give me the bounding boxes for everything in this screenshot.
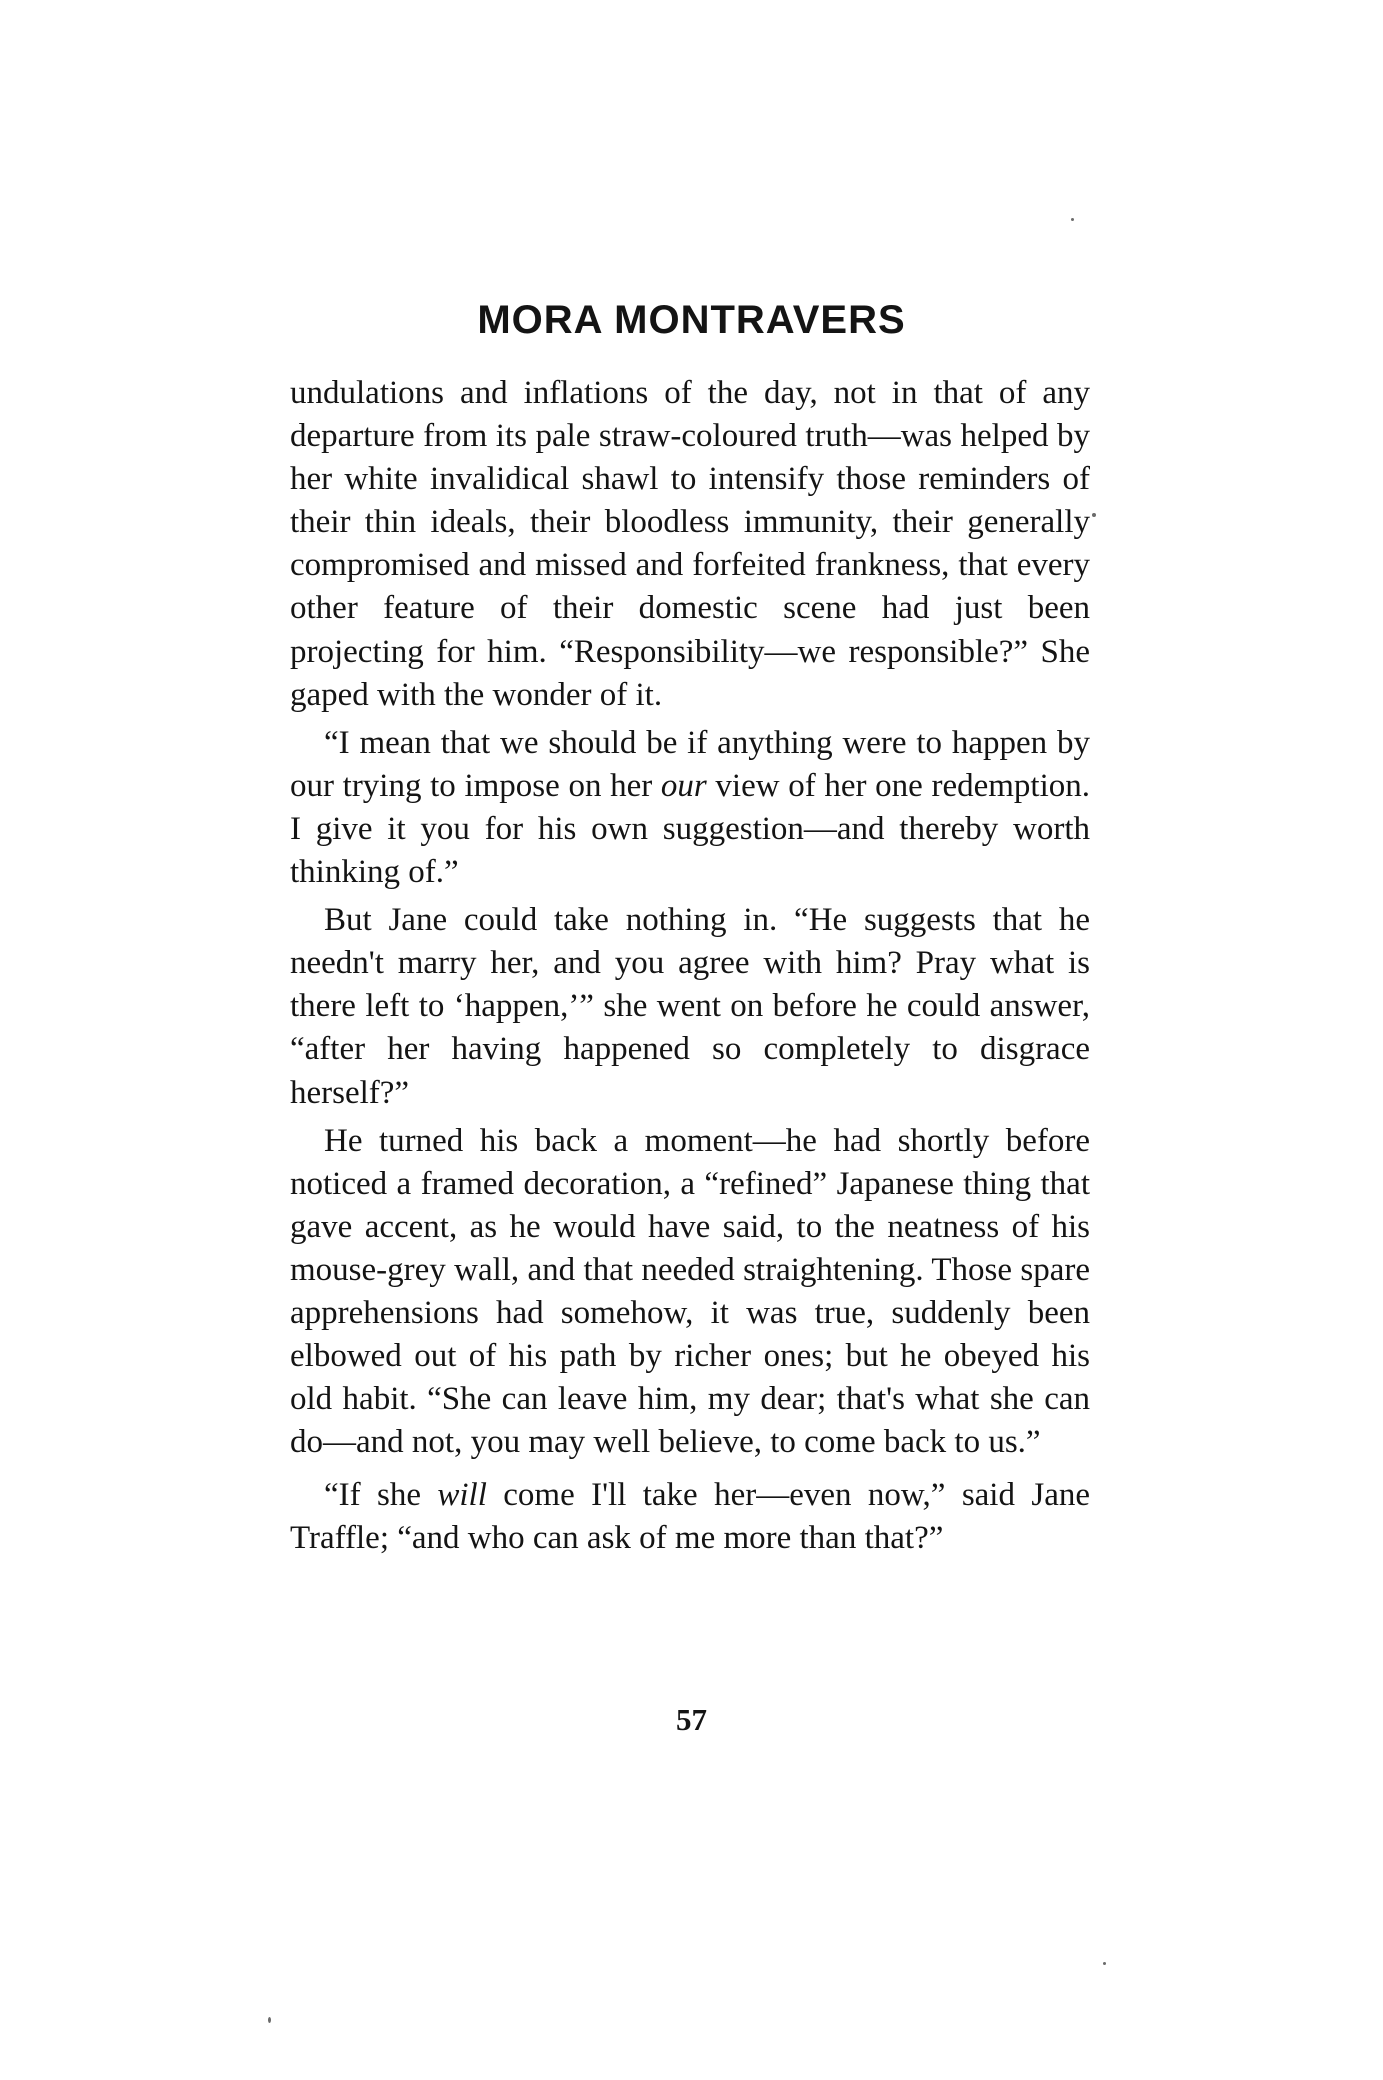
paragraph-2: [290, 722, 1090, 894]
body-text: [290, 372, 1090, 1561]
running-head: MORA MONTRAVERS: [477, 298, 906, 342]
scan-speck: [1071, 218, 1074, 221]
scan-speck: [1092, 513, 1096, 517]
paragraph-5-text-end: come I'll take her—even now,” said Jane Traffle; “and who can ask of me more than that?”: [290, 1477, 1090, 1557]
scan-speck: [268, 2017, 271, 2023]
paragraph-2-emphasis: our: [660, 767, 707, 804]
paragraph-5: [290, 1474, 1090, 1560]
paragraph-4: He turned his back a moment—he had shortly before noticed a framed decoration, a “refined” Japanese thing that gave accent, as he would have said, to the neatness of his mouse-grey wall, and that needed straightening. Those spare apprehensions had somehow, it was true, suddenly been elbowed out of his path by richer ones; but he obeyed his old habit. “She can leave him, my dear; that's what she can do—and not, you may well believe, to come back to us.”: [290, 1122, 1090, 1461]
paragraph-2-text-start: “I mean that we should be if anything were to happen by our trying to impose on her: [290, 724, 1090, 804]
paragraph-5-emphasis: will: [437, 1477, 487, 1514]
page-number: 57: [676, 1702, 707, 1737]
paragraph-2-text-end: view of her one redemption. I give it you for his own suggestion—and thereby worth thinking of.”: [290, 767, 1090, 891]
paragraph-1: undulations and inflations of the day, not in that of any departure from its pale straw-coloured truth—was helped by her white invalidical shawl to intensify those reminders of their thin ideals, their bloodless immunity, their generally compromised and missed and forfeited frankness, that every other feature of their domestic scene had just been projecting for him. “Responsibility—we responsible?” She gaped with the wonder of it.: [290, 375, 1090, 713]
scan-speck: [1103, 1962, 1106, 1965]
paragraph-5-text-start: “If she: [324, 1477, 438, 1514]
paragraph-3: But Jane could take nothing in. “He suggests that he needn't marry her, and you agree with him? Pray what is there left to ‘happen,’” she went on before he could answer, “after her having happened so completely to disgrace herself?”: [290, 902, 1090, 1111]
